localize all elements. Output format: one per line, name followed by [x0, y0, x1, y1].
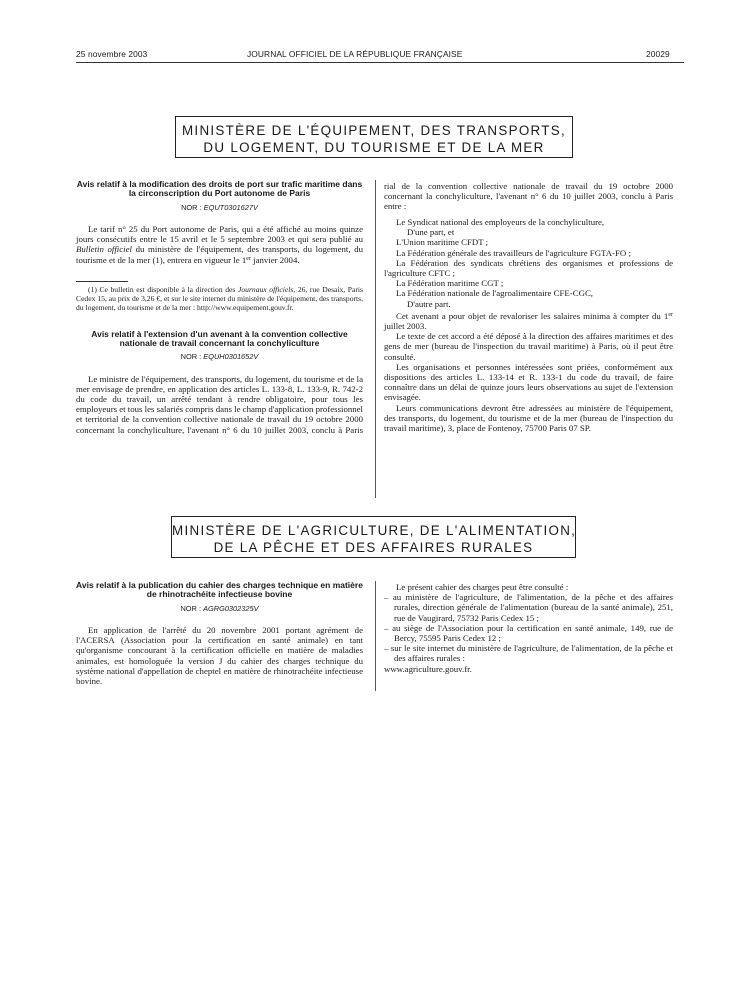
party-item: La Fédération des syndicats chrétiens des organismes et professions de l'agriculture CFTC ; — [384, 257, 673, 279]
notice-title: Avis relatif à la modification des droits de port sur trafic maritime dans la circonscription du Port autonome de Paris — [76, 179, 363, 199]
notice-paragraph-continued: rial de la convention collective nationale de travail du 19 octobre 2000 concernant la conchyliculture, l'avenant n° 6 du 10 juillet 2003, conclu à Paris entre : — [384, 181, 673, 212]
left-column-section1 — [76, 180, 363, 435]
header-journal-title: JOURNAL OFFICIEL DE LA RÉPUBLIQUE FRANÇAISE — [247, 49, 463, 59]
party-item: La Fédération nationale de l'agroalimentaire CFE-CGC, — [396, 288, 594, 299]
notice-paragraph-start: Le ministre de l'équipement, des transports, du logement, du tourisme et de la mer envisage de prendre, en application des articles L. 133-8, L. 133-9, R. 742-2 du code du travail, un arrêté tendant à rendre obligatoire, pour tous les employeurs et tous les salariés compris dans le champ d'application professionnel et territorial de la convention collective nationale de travail du 19 octobre 2000 concernant la conchyliculture, l'avenant n° 6 du 10 juillet 2003, conclu à Paris — [76, 373, 363, 435]
notice-paragraph: Le texte de cet accord a été déposé à la direction des affaires maritimes et des gens de mer (bureau de l'inspection du travail maritime) à Paris, où il peut être consulté. — [384, 331, 673, 362]
footnote-rule — [76, 281, 128, 282]
nor-code: EQUH0301652V — [203, 352, 259, 362]
list-item: – au ministère de l'agriculture, de l'alimentation, de la pêche et des affaires rurales, direction générale de l'alimentation (bureau de la santé animale), 251, rue de Vaugirard, 75732 Paris Cedex 15 ; — [384, 592, 673, 623]
right-column-section1 — [384, 181, 673, 433]
column-divider — [375, 180, 376, 498]
nor-reference — [76, 604, 363, 614]
notice-paragraph: En application de l'arrêté du 20 novembre 2001 portant agrément de l'ACERSA (Association pour la certification en santé animale) en tant qu'organisme concourant à la certification officielle en matière de maladies animales, est homologuée la version J du cahier des charges technique du système national d'appellation de cheptel en matière de rhinotrachéite infectieuse bovine. — [76, 625, 363, 687]
nor-code: EQUT0301627V — [203, 202, 258, 212]
notice-title: Avis relatif à la publication du cahier des charges technique en matière de rhinotrachéite infectieuse bovine — [76, 580, 363, 600]
header-date: 25 novembre 2003 — [76, 49, 148, 59]
party-item: La Fédération maritime CGT ; — [396, 278, 504, 289]
party-marker: D'une part, et — [407, 227, 455, 238]
header-page-number: 20029 — [646, 49, 670, 59]
nor-code: AGRG0302325V — [203, 603, 259, 613]
notice-paragraph: Cet avenant a pour objet de revaloriser les salaires minima à compter du 1er juillet 2003. — [384, 310, 673, 332]
footnote: (1) Ce bulletin est disponible à la direction des Journaux officiels, 26, rue Desaix, Paris Cedex 15, au prix de 3,26 €, et sur le site internet du ministère de l'équipement, des transports, du logement, du tourisme et de la mer : http://www.equipement.gouv.fr. — [76, 284, 363, 312]
left-column-section2 — [76, 581, 363, 686]
party-item: La Fédération générale des travailleurs de l'agriculture FGTA-FO ; — [396, 247, 631, 258]
ministry-heading-line: MINISTÈRE DE L'ÉQUIPEMENT, DES TRANSPORTS, — [181, 123, 567, 138]
notice-title: Avis relatif à l'extension d'un avenant à la convention collective nationale de travail concernant la conchyliculture — [91, 328, 348, 348]
nor-label: NOR : — [180, 352, 202, 362]
list-item: – sur le site internet du ministère de l'agriculture, de l'alimentation, de la pêche et des affaires rurales : — [384, 643, 673, 664]
notice-paragraph: Leurs communications devront être adressées au ministère de l'équipement, des transports, du logement, du tourisme et de la mer (bureau de l'inspection du travail maritime), 3, place de Fontenoy, 75700 Paris 07 SP. — [384, 402, 673, 434]
ministry-agriculture-heading — [171, 516, 576, 558]
nor-label: NOR : — [180, 603, 201, 613]
ministry-equipement-heading — [175, 116, 573, 158]
nor-label: NOR : — [181, 202, 202, 212]
ministry-heading-line: DE LA PÊCHE ET DES AFFAIRES RURALES — [213, 540, 534, 555]
header-rule — [76, 62, 684, 63]
notice-paragraph: Les organisations et personnes intéressées sont priées, conformément aux dispositions des articles L. 133-14 et R. 133-1 du code du travail, de faire connaître dans un délai de quinze jours leurs observations au sujet de l'extension envisagée. — [384, 361, 673, 403]
nor-reference — [76, 352, 363, 362]
website-url: www.agriculture.gouv.fr. — [384, 663, 472, 674]
list-item: – au siège de l'Association pour la certification en santé animale, 149, rue de Bercy, 75595 Paris Cedex 12 ; — [384, 622, 673, 644]
notice-paragraph: Le tarif n° 25 du Port autonome de Paris, qui a été affiché au moins quinze jours consécutifs entre le 15 avril et le 5 septembre 2003 et qui sera publié au Bulletin officiel du ministère de l'équipement, des transports, du logement, du tourisme et de la mer (1), entrera en vigueur le 1er janvier 2004. — [76, 224, 364, 265]
party-marker: D'autre part. — [407, 298, 451, 309]
notice-paragraph: Le présent cahier des charges peut être consulté : — [396, 582, 569, 592]
ministry-heading-line: MINISTÈRE DE L'AGRICULTURE, DE L'ALIMENTATION, — [172, 523, 577, 538]
column-divider — [375, 581, 376, 691]
party-item: Le Syndicat national des employeurs de la conchyliculture, — [396, 217, 605, 227]
ministry-heading-line: DU LOGEMENT, DU TOURISME ET DE LA MER — [203, 140, 545, 155]
nor-reference — [76, 203, 363, 213]
right-column-section2 — [384, 582, 673, 674]
party-item: L'Union maritime CFDT ; — [396, 237, 489, 248]
